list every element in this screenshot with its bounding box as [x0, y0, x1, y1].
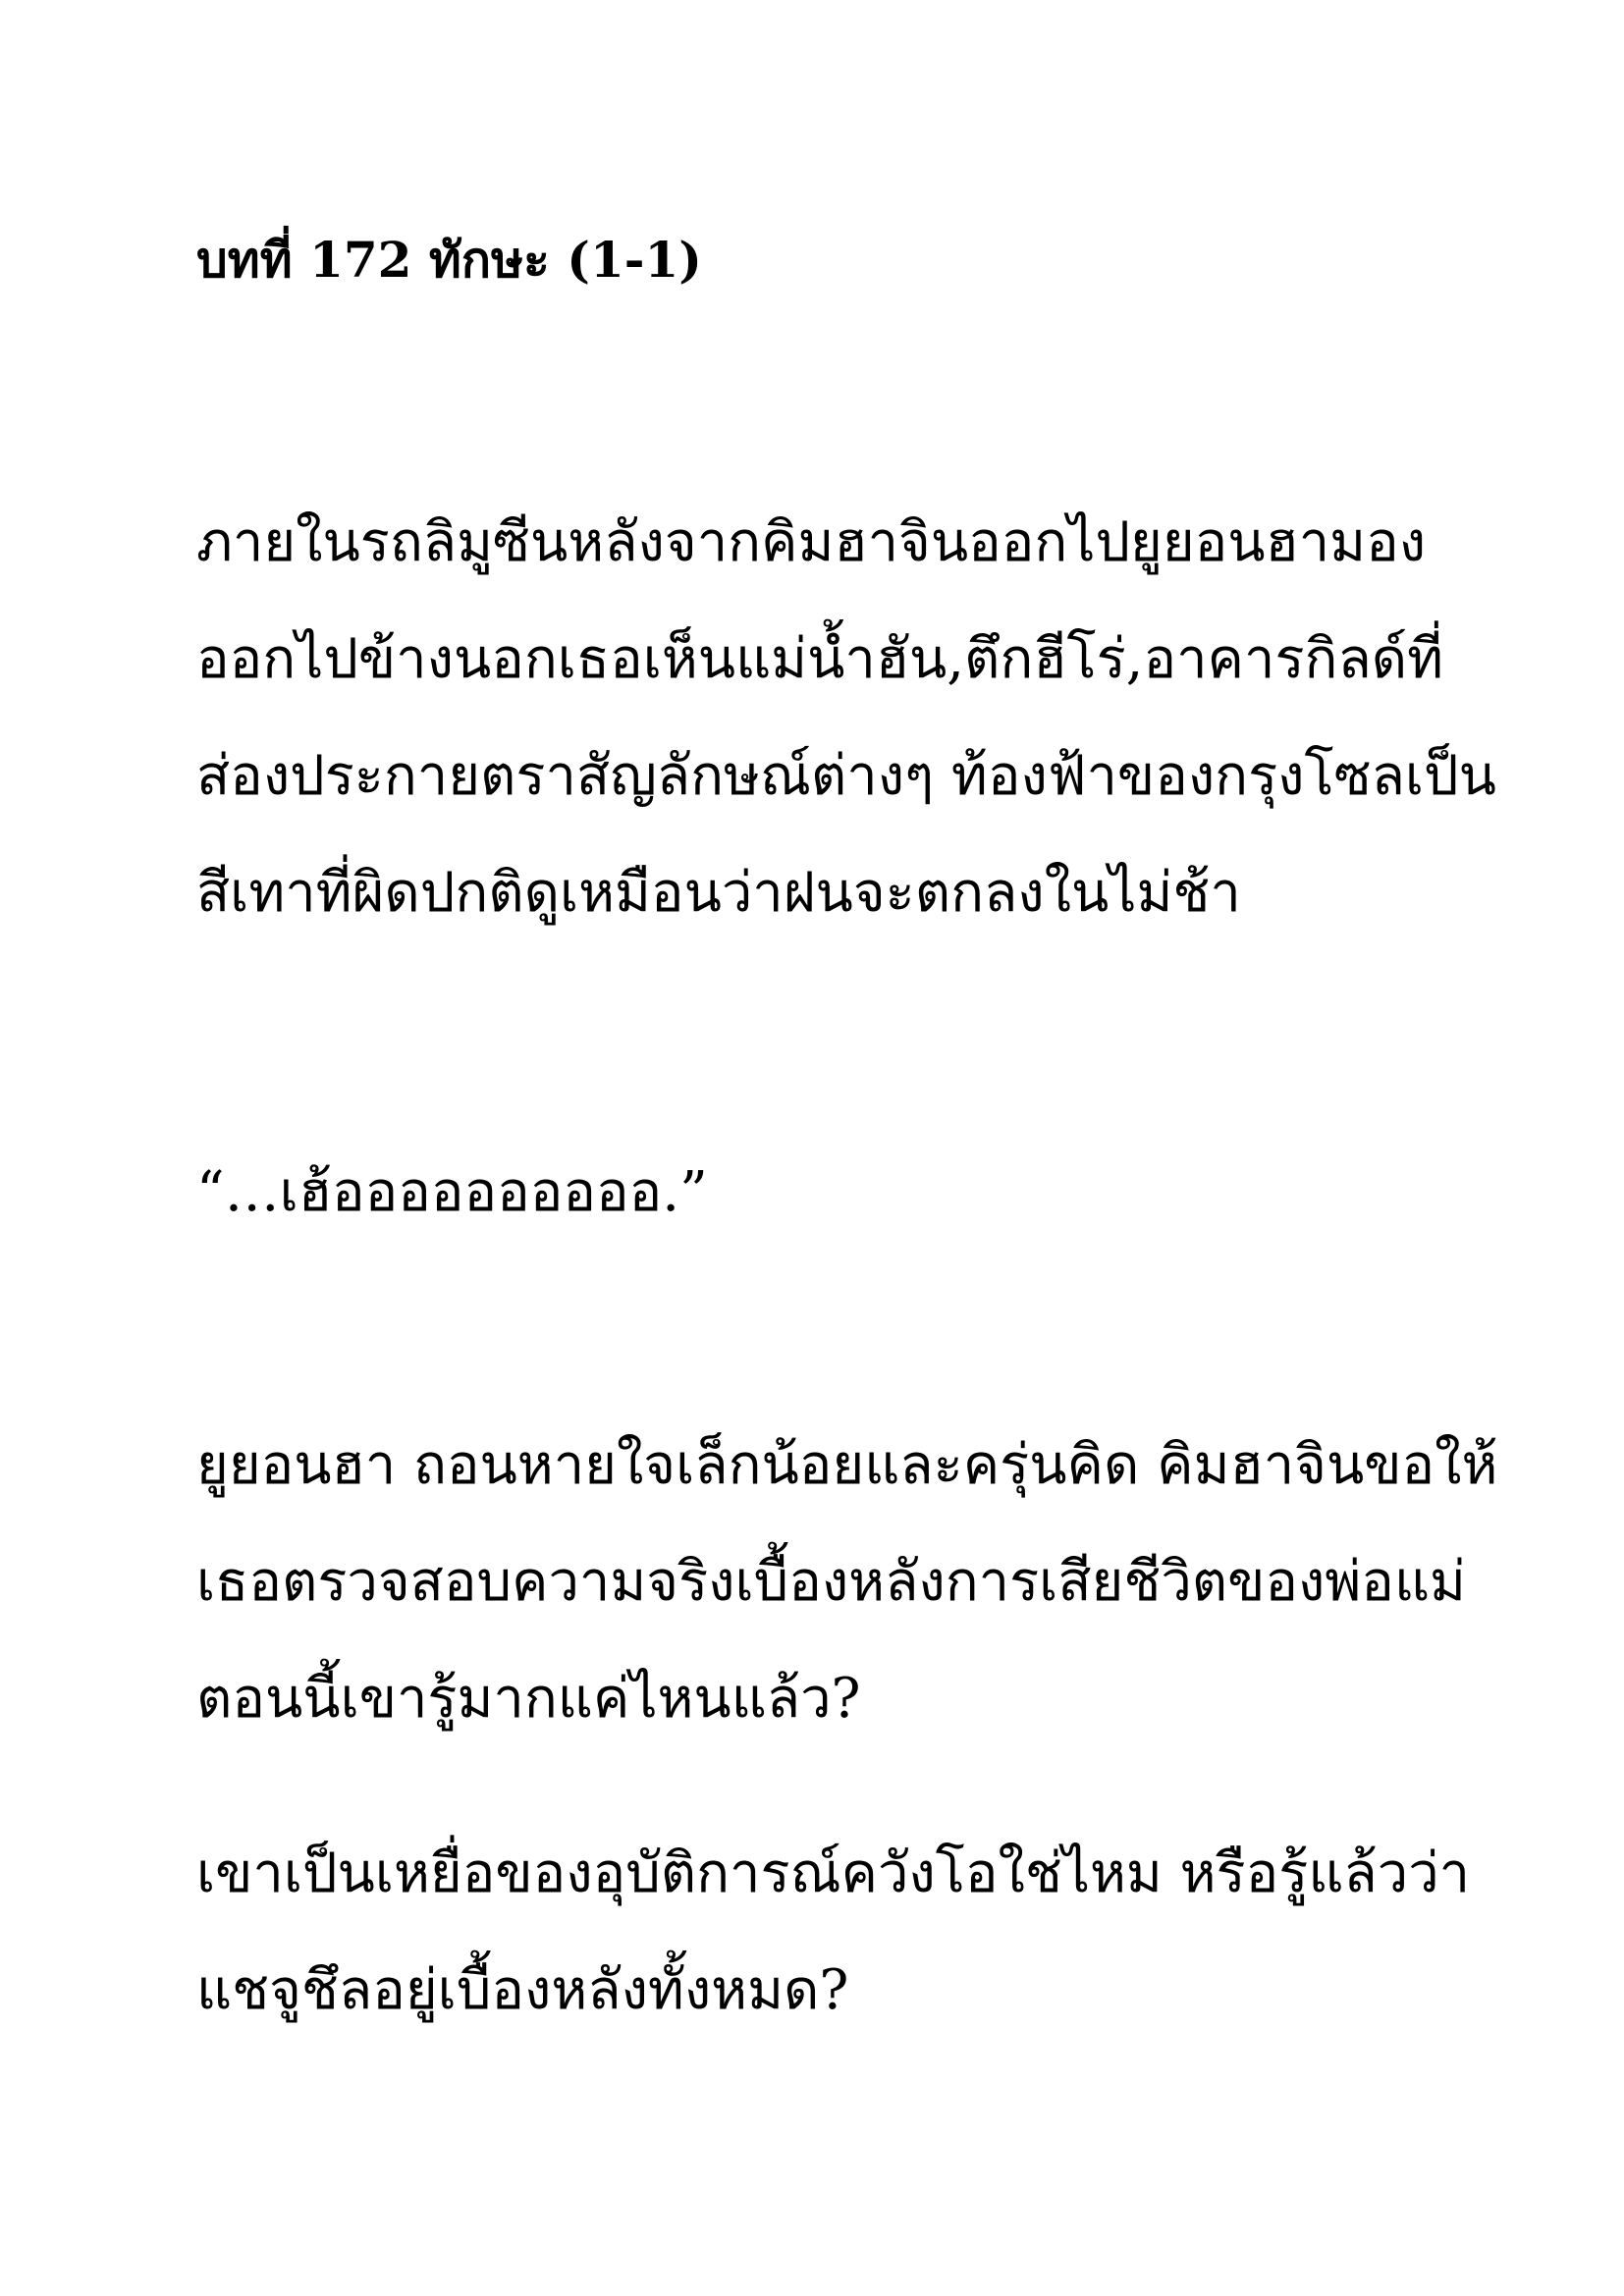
text-line: แชจูชึลอยู่เบื้องหลังทั้งหมด?: [196, 1958, 849, 2022]
text-line: เขาเป็นเหยื่อของอุบัติการณ์ควังโอใช่ไหม หรือรู้แล้วว่า: [196, 1842, 1471, 1905]
text-line: เธอตรวจสอบความจริงเบื้องหลังการเสียชีวิตของพ่อแม่: [196, 1550, 1466, 1614]
text-line: ยูยอนฮา ถอนหายใจเล็กน้อยและครุ่นคิด คิมฮาจินขอให้: [196, 1433, 1498, 1497]
text-line: สีเทาที่ผิดปกติดูเหมือนว่าฝนจะตกลงในไม่ช้า: [196, 861, 1241, 925]
text-line: ภายในรถลิมูซีนหลังจากคิมฮาจินออกไปยูยอนฮามอง: [196, 510, 1427, 574]
chapter-title: บทที่ 172 ทักษะ (1-1): [196, 231, 702, 289]
text-line: “…เฮ้ออออออออออ.”: [196, 1160, 708, 1224]
paragraph-sigh-quote: [196, 1134, 708, 1251]
paragraph-reflection: [196, 1407, 1497, 1757]
text-line: ส่องประกายตราสัญลักษณ์ต่างๆ ท้องฟ้าของกรุงโซลเป็น: [196, 744, 1496, 808]
text-line: ออกไปข้างนอกเธอเห็นแม่น้ำฮัน,ตึกฮีโร่,อาคารกิลด์ที่: [196, 627, 1444, 691]
paragraph-question: [196, 1815, 1470, 2049]
paragraph-limousine: [196, 484, 1496, 951]
text-line: ตอนนี้เขารู้มากแค่ไหนแล้ว?: [196, 1667, 861, 1731]
